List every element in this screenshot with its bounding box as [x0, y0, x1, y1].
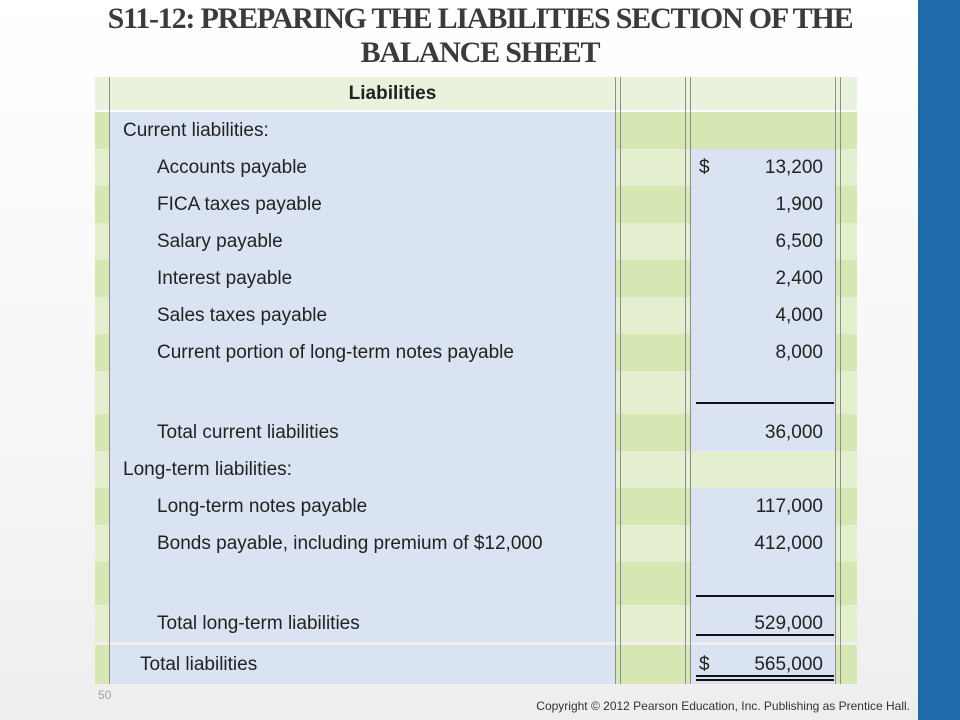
- accent-bar: [918, 0, 960, 720]
- grid-line: [615, 77, 616, 684]
- grid-line: [690, 77, 691, 684]
- row-label: Long-term liabilities:: [123, 458, 292, 480]
- row-label: Current portion of long-term notes payable: [157, 341, 514, 363]
- row-label: Accounts payable: [157, 156, 307, 178]
- double-rule-bottom: [696, 679, 834, 681]
- table-row: [95, 525, 857, 562]
- grid-line: [840, 77, 841, 684]
- table-row: [95, 297, 857, 334]
- table-header-row: [95, 77, 857, 110]
- row-amount: 6,500: [775, 230, 823, 252]
- table-row: [95, 149, 857, 186]
- grid-line: [685, 77, 686, 684]
- liabilities-table: [95, 77, 857, 684]
- row-label: Salary payable: [157, 230, 283, 252]
- copyright-notice: Copyright © 2012 Pearson Education, Inc. Publishing as Prentice Hall.: [536, 699, 910, 713]
- table-spacer-row: [95, 562, 857, 605]
- row-label: Long-term notes payable: [157, 495, 368, 517]
- table-row: [95, 186, 857, 223]
- row-amount: 36,000: [764, 421, 823, 443]
- table-header: Liabilities: [348, 82, 437, 104]
- row-amount: 565,000: [754, 653, 823, 675]
- row-amount: 412,000: [754, 532, 823, 554]
- table-spacer-row: [95, 371, 857, 414]
- row-label: Bonds payable, including premium of $12,000: [157, 532, 543, 554]
- title-line-1: S11-12: PREPARING THE LIABILITIES SECTION OF THE: [107, 2, 853, 35]
- row-label: Total current liabilities: [157, 421, 339, 443]
- table-row: [95, 334, 857, 371]
- row-amount: 1,900: [775, 193, 823, 215]
- grid-line: [620, 77, 621, 684]
- row-label: Total liabilities: [140, 653, 258, 675]
- row-label: Interest payable: [157, 267, 293, 289]
- row-amount: 8,000: [775, 341, 823, 363]
- row-amount: 13,200: [764, 156, 823, 178]
- grid-line: [109, 77, 110, 684]
- subtotal-rule: [696, 595, 834, 597]
- row-amount: 2,400: [775, 267, 823, 289]
- title-line-2: BALANCE SHEET: [360, 36, 600, 69]
- row-label: Sales taxes payable: [157, 304, 328, 326]
- table-row: [95, 451, 857, 488]
- row-label: Total long-term liabilities: [157, 612, 360, 634]
- table-row: [95, 112, 857, 149]
- table-row: [95, 260, 857, 297]
- page-number: 50: [98, 688, 112, 702]
- table-row: [95, 223, 857, 260]
- table-row: [95, 414, 857, 451]
- table-row: [95, 488, 857, 525]
- row-amount: 529,000: [754, 612, 823, 634]
- row-label: FICA taxes payable: [157, 193, 322, 215]
- row-label: Current liabilities:: [123, 119, 269, 141]
- slide-title: [60, 2, 900, 70]
- table-row: [95, 605, 857, 642]
- row-amount: 4,000: [775, 304, 823, 326]
- total-rule: [696, 634, 834, 636]
- row-amount: 117,000: [755, 495, 823, 517]
- currency-symbol: $: [699, 653, 710, 675]
- double-rule-top: [696, 675, 834, 677]
- grid-line: [835, 77, 836, 684]
- subtotal-rule: [696, 402, 834, 404]
- currency-symbol: $: [699, 156, 710, 178]
